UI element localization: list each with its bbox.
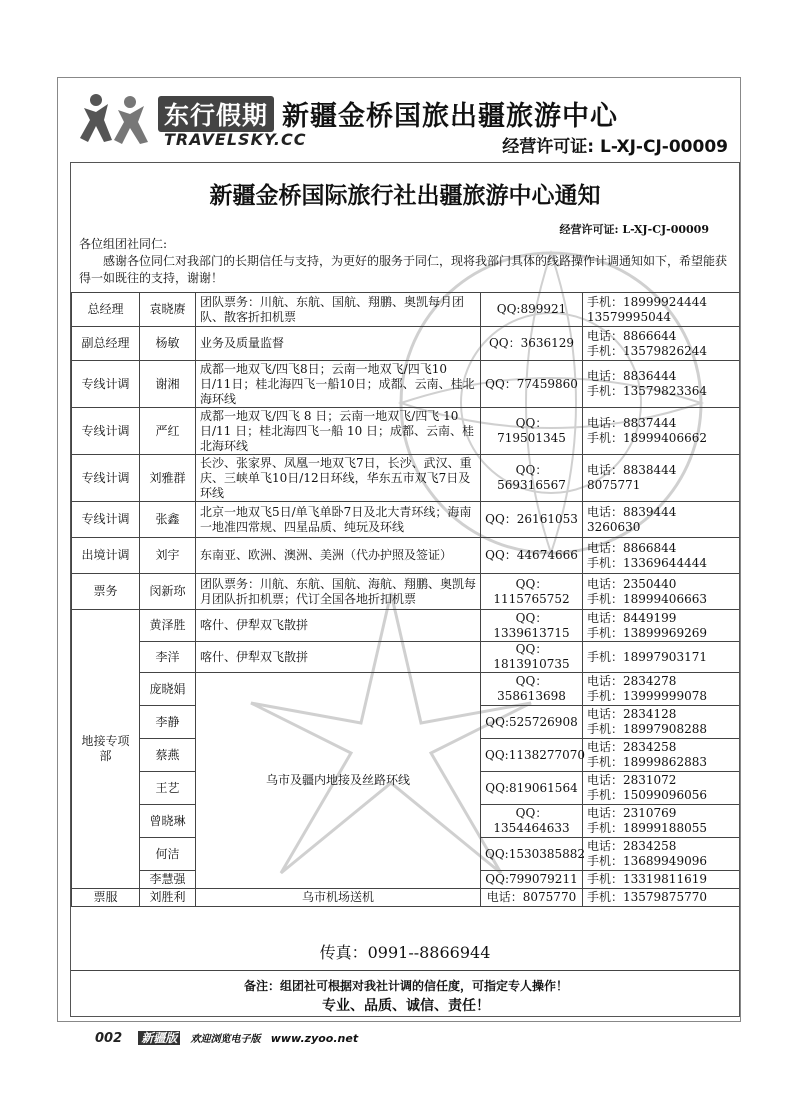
contact-line-2: 手机：13689949096 (587, 854, 707, 868)
tel-cell: 电话：8075770 (481, 889, 583, 907)
qq-cell: QQ： 358613698 (481, 673, 583, 706)
logo-wordmark: 东行假期 (158, 96, 274, 132)
contact-line-1: 电话：2834258 (587, 839, 677, 853)
website-link[interactable]: www.zyoo.net (270, 1032, 359, 1045)
contact-line-1: 电话：8839444 (587, 504, 677, 519)
welcome-text: 欢迎浏览电子版 (190, 1034, 261, 1045)
contact-cell (583, 739, 741, 772)
staff-name-cell: 刘雅群 (140, 455, 196, 502)
duty-cell: 团队票务：川航、东航、国航、海航、翔鹏、奥凯每月团队折扣机票；代订全国各地折扣机票 (196, 574, 481, 610)
table-row (72, 673, 741, 706)
role-cell: 专线计调 (72, 502, 140, 538)
company-name: 新疆金桥国旅出疆旅游中心 (282, 101, 618, 132)
contact-line-1: 电话：2834278 (587, 674, 677, 688)
contact-cell (583, 538, 741, 574)
duty-cell: 长沙、张家界、凤凰一地双飞7日，长沙、武汉、重庆、三峡单飞10日/12日环线，华东五市双飞7日及环线 (196, 455, 481, 502)
duty-cell: 喀什、伊犁双飞散拼 (196, 610, 481, 642)
contact-line-2: 13579995044 (587, 309, 671, 324)
contact-line-1: 电话：8866844 (587, 540, 677, 555)
staff-name-cell: 刘胜利 (140, 889, 196, 907)
staff-name-cell: 闵新珎 (140, 574, 196, 610)
contact-cell (583, 706, 741, 739)
staff-name-cell: 袁晓赓 (140, 293, 196, 327)
role-cell: 专线计调 (72, 361, 140, 408)
staff-name-cell: 庞晓娟 (140, 673, 196, 706)
table-row (72, 455, 741, 502)
logo (78, 90, 307, 150)
staff-name-cell: 李静 (140, 706, 196, 739)
staff-name-cell: 张鑫 (140, 502, 196, 538)
staff-name-cell: 蔡燕 (140, 739, 196, 772)
contact-line-2: 手机：13999999078 (587, 689, 707, 703)
contact-line-1: 手机：18997903171 (587, 649, 707, 664)
contact-line-2: 手机：13579826244 (587, 343, 707, 358)
table-row (72, 408, 741, 455)
contact-line-2: 手机：13579823364 (587, 384, 707, 398)
staff-name-cell: 曾晓琳 (140, 805, 196, 838)
qq-cell: QQ:525726908 (481, 706, 583, 739)
role-cell: 副总经理 (72, 327, 140, 361)
staff-name-cell: 黄泽胜 (140, 610, 196, 642)
staff-name-cell: 谢湘 (140, 361, 196, 408)
duty-cell: 团队票务：川航、东航、国航、翔鹏、奥凯每月团队、散客折扣机票 (196, 293, 481, 327)
salutation: 各位组团社同仁: (79, 237, 168, 251)
contact-line-1: 电话：2834258 (587, 740, 677, 754)
notice-license: 经营许可证: L-XJ-CJ-00009 (559, 223, 709, 236)
license-number: 经营许可证: L-XJ-CJ-00009 (502, 137, 728, 157)
role-cell: 总经理 (72, 293, 140, 327)
contact-line-1: 电话：8449199 (587, 610, 677, 625)
staff-name-cell: 李慧强 (140, 871, 196, 889)
contact-cell (583, 805, 741, 838)
contact-line-1: 电话：8866644 (587, 328, 677, 343)
fax-number: 传真：0991--8866944 (319, 943, 491, 962)
contact-cell (583, 455, 741, 502)
qq-cell: QQ： 1354464633 (481, 805, 583, 838)
contact-cell (583, 772, 741, 805)
contact-line-1: 手机：13319811619 (587, 872, 707, 886)
contact-cell (583, 673, 741, 706)
duty-cell: 东南亚、欧洲、澳洲、美洲（代办护照及签证） (196, 538, 481, 574)
role-cell: 专线计调 (72, 455, 140, 502)
contact-line-1: 电话：2834128 (587, 707, 677, 721)
contact-cell (583, 502, 741, 538)
table-row (72, 889, 741, 907)
staff-roster-table (71, 292, 740, 907)
duty-cell: 喀什、伊犁双飞散拼 (196, 642, 481, 673)
role-cell: 票务 (72, 574, 140, 610)
staff-name-cell: 王艺 (140, 772, 196, 805)
qq-cell: QQ：719501345 (481, 408, 583, 455)
contact-line-2: 手机：18999406662 (587, 431, 707, 445)
contact-cell (583, 871, 741, 889)
qq-cell: QQ:1138277070 (481, 739, 583, 772)
qq-cell: QQ:1530385882 (481, 838, 583, 871)
table-row (72, 293, 741, 327)
contact-cell (583, 361, 741, 408)
qq-cell: QQ：3636129 (481, 327, 583, 361)
contact-cell (583, 610, 741, 642)
role-cell: 出境计调 (72, 538, 140, 574)
staff-name-cell: 何洁 (140, 838, 196, 871)
table-row (72, 327, 741, 361)
qq-cell: QQ:819061564 (481, 772, 583, 805)
table-row (72, 361, 741, 408)
intro-paragraph: 感谢各位同仁对我部门的长期信任与支持，为更好的服务于同仁，现将我部门具体的线路操作计调通知如下，希望能获得一如既往的支持，谢谢！ (79, 254, 728, 285)
duty-cell: 成都一地双飞/四飞 8 日；云南一地双飞/四飞 10 日/11 日；桂北海四飞一船 10 日；成都、云南、桂北海环线 (196, 408, 481, 455)
remark-text: 备注：组团社可根据对我社计调的信任度，可指定专人操作！ (243, 979, 568, 993)
duty-cell: 北京一地双飞5日/单飞单卧7日及北大青环线；海南一地准四常规、四星品质、纯玩及环线 (196, 502, 481, 538)
duty-cell: 乌市机场送机 (196, 889, 481, 907)
contact-line-2: 手机：18999406663 (587, 591, 707, 606)
table-row (72, 502, 741, 538)
slogan-text: 专业、品质、诚信、责任！ (322, 998, 490, 1014)
page-footer (95, 1029, 358, 1046)
duty-cell: 业务及质量监督 (196, 327, 481, 361)
contact-line-1: 电话：2310769 (587, 806, 677, 820)
qq-cell: QQ:799079211 (481, 871, 583, 889)
contact-line-1: 电话：8836444 (587, 369, 677, 383)
staff-name-cell: 李洋 (140, 642, 196, 673)
contact-line-2: 手机：13899969269 (587, 625, 707, 640)
page-number: 002 (95, 1031, 123, 1046)
qq-cell: QQ：569316567 (481, 455, 583, 502)
masthead (62, 86, 738, 156)
contact-cell (583, 574, 741, 610)
contact-line-2: 手机：13369644444 (587, 555, 707, 570)
contact-line-1: 电话：2831072 (587, 773, 677, 787)
notice-panel (70, 162, 740, 1017)
contact-line-2: 手机：18999188055 (587, 821, 707, 835)
qq-cell: QQ：77459860 (481, 361, 583, 408)
notice-title: 新疆金桥国际旅行社出疆旅游中心通知 (209, 182, 601, 209)
dancing-people-icon (78, 90, 158, 150)
remarks-box (71, 970, 740, 1017)
staff-name-cell: 严红 (140, 408, 196, 455)
contact-line-2: 手机：15099096056 (587, 788, 707, 802)
table-row (72, 538, 741, 574)
edition-badge: 新疆版 (138, 1031, 180, 1045)
staff-name-cell: 杨敏 (140, 327, 196, 361)
staff-name-cell: 刘宇 (140, 538, 196, 574)
contact-line-1: 电话：8837444 (587, 416, 677, 430)
contact-line-1: 电话：8838444 (587, 463, 677, 477)
qq-cell: QQ：1115765752 (481, 574, 583, 610)
local-dept-cell: 地接专项部 (72, 610, 140, 889)
table-row (72, 574, 741, 610)
contact-cell (583, 838, 741, 871)
contact-cell (583, 293, 741, 327)
role-cell: 专线计调 (72, 408, 140, 455)
qq-cell: QQ:899921 (481, 293, 583, 327)
shared-duty-cell: 乌市及疆内地接及丝路环线 (196, 673, 481, 889)
contact-line-1: 电话：2350440 (587, 576, 677, 591)
contact-line-2: 手机：18999862883 (587, 755, 707, 769)
qq-cell: QQ：26161053 (481, 502, 583, 538)
contact-cell (583, 327, 741, 361)
mobile-cell: 手机：13579875770 (583, 889, 741, 907)
contact-cell (583, 408, 741, 455)
contact-line-2: 8075771 (587, 478, 641, 492)
duty-cell: 成都一地双飞/四飞8日；云南一地双飞/四飞10日/11日；桂北海四飞一船10日；成都、云南、桂北海环线 (196, 361, 481, 408)
qq-cell: QQ：1339613715 (481, 610, 583, 642)
qq-cell: QQ：44674666 (481, 538, 583, 574)
role-cell: 票服 (72, 889, 140, 907)
table-row (72, 642, 741, 673)
table-row (72, 610, 741, 642)
roster-body (72, 293, 741, 907)
logo-subtitle: TRAVELSKY.CC (164, 130, 307, 149)
qq-cell: QQ：1813910735 (481, 642, 583, 673)
contact-line-1: 手机：18999924444 (587, 294, 707, 309)
contact-line-2: 手机：18997908288 (587, 722, 707, 736)
contact-cell (583, 642, 741, 673)
contact-line-2: 3260630 (587, 519, 641, 534)
